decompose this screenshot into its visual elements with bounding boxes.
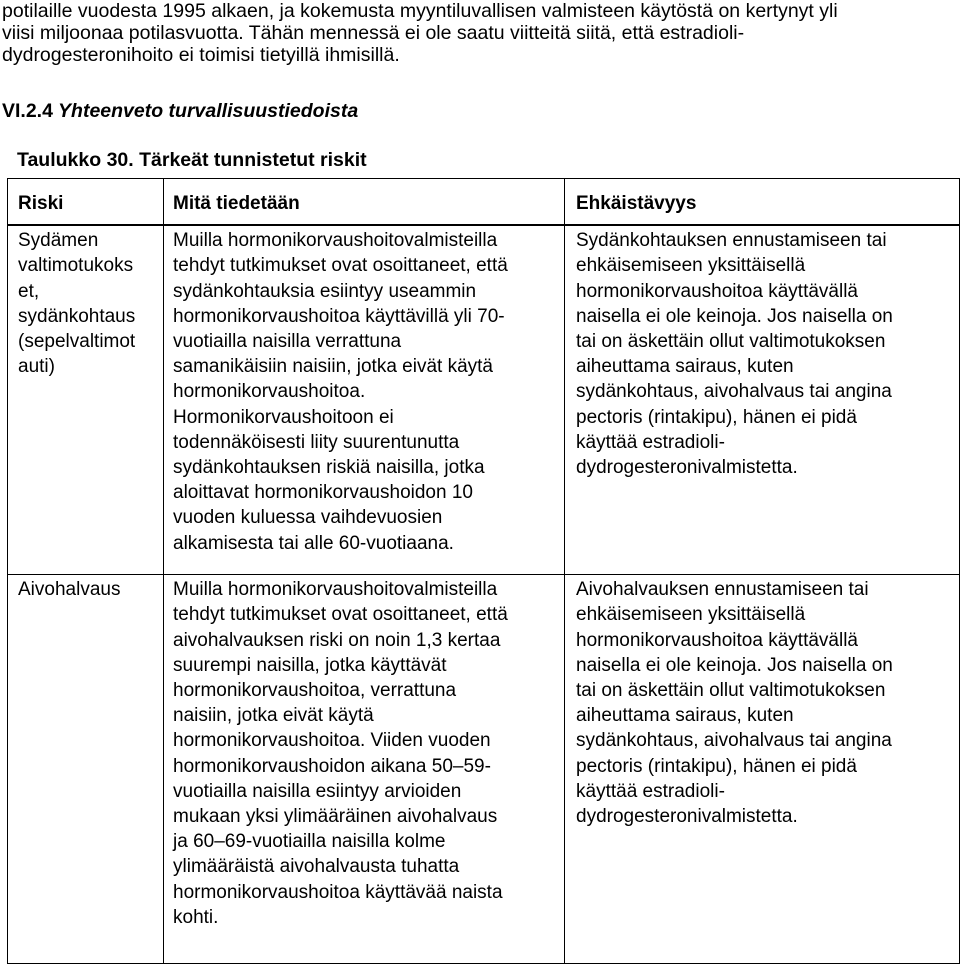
cell-line: samanikäisiin naisiin, jotka eivät käytä: [173, 356, 493, 378]
cell-line: naisella ei ole keinoja. Jos naisella on: [576, 305, 893, 327]
cell-line: aloittavat hormonikorvaushoidon 10: [173, 482, 473, 504]
cell-line: naisella ei ole keinoja. Jos naisella on: [576, 654, 893, 676]
cell-line: ehkäisemiseen yksittäisellä: [576, 604, 806, 626]
cell-line: tehdyt tutkimukset ovat osoittaneet, että: [173, 255, 508, 277]
cell-line: mukaan yksi ylimääräinen aivohalvaus: [173, 806, 498, 828]
column-header-risk: Riski: [8, 179, 164, 226]
risk-table: [7, 178, 960, 964]
cell-line: käyttää estradioli-: [576, 431, 725, 453]
column-header-known: Mitä tiedetään: [164, 179, 565, 226]
cell-line: ylimääräistä aivohalvausta tuhatta: [173, 856, 460, 878]
cell-line: todennäköisesti liity suurentunutta: [173, 431, 460, 453]
cell-line: sydänkohtaus: [18, 305, 136, 327]
cell-line: sydänkohtauksen riskiä naisilla, jotka: [173, 457, 485, 479]
cell-line: vuotiailla naisilla verrattuna: [173, 331, 402, 353]
cell-line: dydrogesteronivalmistetta.: [576, 806, 798, 828]
cell-line: Aivohalvaus: [18, 579, 121, 601]
cell-line: ja 60–69-vuotiailla naisilla kolme: [173, 831, 446, 853]
cell-line: sydänkohtaus, aivohalvaus tai angina: [576, 730, 892, 752]
cell-line: auti): [18, 356, 55, 378]
cell-line: Sydänkohtauksen ennustamiseen tai: [576, 230, 887, 252]
table-header-row: [8, 179, 960, 226]
cell-line: (sepelvaltimot: [18, 331, 136, 353]
cell-line: hormonikorvaushoitoa käyttävällä: [576, 280, 858, 302]
cell-line: naisiin, jotka eivät käytä: [173, 705, 374, 727]
cell-line: tai on äskettäin ollut valtimotukoksen: [576, 680, 886, 702]
intro-paragraph: [2, 0, 952, 66]
cell-prevent: [565, 575, 960, 964]
section-title: Yhteenveto turvallisuustiedoista: [58, 100, 359, 122]
cell-line: dydrogesteronivalmistetta.: [576, 457, 798, 479]
cell-line: hormonikorvaushoitoa käyttävällä: [576, 629, 858, 651]
cell-line: tehdyt tutkimukset ovat osoittaneet, että: [173, 604, 508, 626]
cell-line: vuotiailla naisilla esiintyy arvioiden: [173, 780, 462, 802]
cell-line: vuoden kuluessa vaihdevuosien: [173, 507, 443, 529]
intro-line: potilaille vuodesta 1995 alkaen, ja kokemusta myyntiluvallisen valmisteen käytöstä on kertynyt yli: [2, 0, 838, 22]
cell-line: hormonikorvaushoitoa käyttävillä yli 70-: [173, 305, 505, 327]
cell-line: sydänkohtauksia esiintyy useammin: [173, 280, 477, 302]
table-row: [8, 225, 960, 575]
cell-line: pectoris (rintakipu), hänen ei pidä: [576, 406, 857, 428]
cell-risk: [8, 225, 164, 575]
cell-line: hormonikorvaushoitoa, verrattuna: [173, 680, 457, 702]
cell-known: [164, 575, 565, 964]
section-heading: [2, 100, 358, 123]
cell-line: Muilla hormonikorvaushoitovalmisteilla: [173, 230, 498, 252]
cell-line: kohti.: [173, 906, 219, 928]
intro-line: viisi miljoonaa potilasvuotta. Tähän mennessä ei ole saatu viitteitä siitä, että estradioli-: [2, 22, 745, 44]
cell-line: hormonikorvaushoitoa käyttävää naista: [173, 881, 503, 903]
cell-line: aivohalvauksen riski on noin 1,3 kertaa: [173, 629, 501, 651]
cell-line: valtimotukoks: [18, 255, 134, 277]
cell-line: hormonikorvaushoidon aikana 50–59-: [173, 755, 491, 777]
table-row: [8, 575, 960, 964]
cell-risk: [8, 575, 164, 964]
cell-line: suurempi naisilla, jotka käyttävät: [173, 654, 447, 676]
cell-line: Aivohalvauksen ennustamiseen tai: [576, 579, 869, 601]
intro-line: dydrogesteronihoito ei toimisi tietyillä ihmisillä.: [2, 44, 400, 66]
cell-line: käyttää estradioli-: [576, 780, 725, 802]
cell-line: Muilla hormonikorvaushoitovalmisteilla: [173, 579, 498, 601]
cell-prevent: [565, 225, 960, 575]
column-header-prevent: Ehkäistävyys: [565, 179, 960, 226]
section-number: VI.2.4: [2, 100, 53, 122]
cell-line: alkamisesta tai alle 60-vuotiaana.: [173, 532, 454, 554]
cell-line: tai on äskettäin ollut valtimotukoksen: [576, 331, 886, 353]
cell-line: pectoris (rintakipu), hänen ei pidä: [576, 755, 857, 777]
cell-known: [164, 225, 565, 575]
cell-line: hormonikorvaushoitoa. Viiden vuoden: [173, 730, 491, 752]
cell-line: aiheuttama sairaus, kuten: [576, 356, 794, 378]
cell-line: Sydämen: [18, 230, 99, 252]
table-caption: Taulukko 30. Tärkeät tunnistetut riskit: [17, 149, 367, 171]
cell-line: sydänkohtaus, aivohalvaus tai angina: [576, 381, 892, 403]
cell-line: Hormonikorvaushoitoon ei: [173, 406, 394, 428]
cell-line: et,: [18, 280, 40, 302]
cell-line: aiheuttama sairaus, kuten: [576, 705, 794, 727]
cell-line: hormonikorvaushoitoa.: [173, 381, 366, 403]
cell-line: ehkäisemiseen yksittäisellä: [576, 255, 806, 277]
